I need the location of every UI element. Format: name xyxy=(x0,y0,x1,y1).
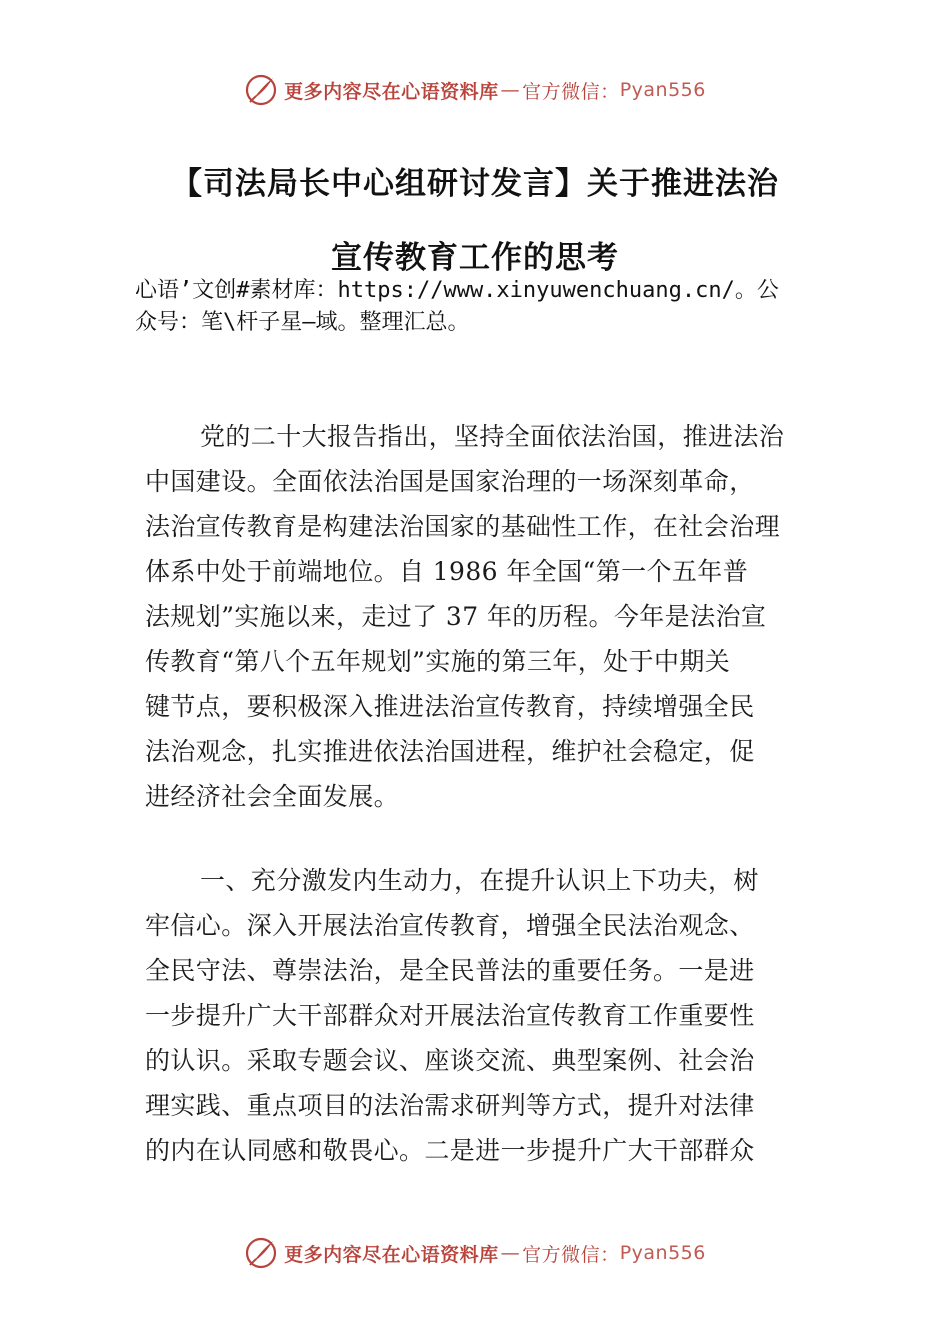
quill-logo-icon xyxy=(244,73,278,107)
source-line-1: 心语’文创#素材库：https://www.xinyuwenchuang.cn/。公 xyxy=(135,278,779,303)
paragraph-line: 的内在认同感和敬畏心。二是进一步提升广大干部群众 xyxy=(145,1136,755,1165)
paragraph-line: 牢信心。深入开展法治宣传教育，增强全民法治观念、 xyxy=(145,911,755,940)
paragraph-line: 键节点，要积极深入推进法治宣传教育，持续增强全民 xyxy=(145,692,755,721)
body-paragraph-1 xyxy=(145,414,825,819)
paragraph-line: 全民守法、尊崇法治，是全民普法的重要任务。一是进 xyxy=(145,956,755,985)
paragraph-line: 法治宣传教育是构建法治国家的基础性工作，在社会治理 xyxy=(145,512,781,541)
watermark-wechat-id: Pyan556 xyxy=(619,79,706,101)
watermark-dash: — xyxy=(500,1242,521,1264)
document-title-line-2: 宣传教育工作的思考 xyxy=(331,240,619,276)
paragraph-line: 中国建设。全面依法治国是国家治理的一场深刻革命， xyxy=(145,467,755,496)
source-line-2: 众号：笔\杆子星—域。整理汇总。 xyxy=(135,310,470,335)
paragraph-line: 的认识。采取专题会议、座谈交流、典型案例、社会治 xyxy=(145,1046,755,1075)
body-paragraph-2 xyxy=(145,858,825,1173)
paragraph-line: 传教育“第八个五年规划”实施的第三年，处于中期关 xyxy=(145,647,731,676)
paragraph-line: 一步提升广大干部群众对开展法治宣传教育工作重要性 xyxy=(145,1001,755,1030)
paragraph-line: 党的二十大报告指出，坚持全面依法治国，推进法治 xyxy=(200,422,785,451)
quill-logo-icon xyxy=(244,1236,278,1270)
watermark-dash: — xyxy=(500,79,521,101)
watermark-text: 更多内容尽在心语资料库 xyxy=(284,1243,499,1266)
paragraph-line: 进经济社会全面发展。 xyxy=(145,782,400,811)
watermark-wechat-id: Pyan556 xyxy=(619,1242,706,1264)
paragraph-line: 法治观念，扎实推进依法治国进程，维护社会稳定，促 xyxy=(145,737,755,766)
watermark-label: 官方微信： xyxy=(522,80,620,103)
paragraph-line: 法规划”实施以来，走过了 37 年的历程。今年是法治宣 xyxy=(145,602,767,631)
footer-watermark xyxy=(0,1231,950,1275)
header-watermark xyxy=(0,68,950,112)
document-title-line-1: 【司法局长中心组研讨发言】关于推进法治 xyxy=(171,166,779,202)
watermark-text: 更多内容尽在心语资料库 xyxy=(284,80,499,103)
watermark-label: 官方微信： xyxy=(522,1243,620,1266)
paragraph-line: 体系中处于前端地位。自 1986 年全国“第一个五年普 xyxy=(145,557,749,586)
paragraph-line: 理实践、重点项目的法治需求研判等方式，提升对法律 xyxy=(145,1091,755,1120)
paragraph-line: 一、充分激发内生动力，在提升认识上下功夫，树 xyxy=(200,866,759,895)
